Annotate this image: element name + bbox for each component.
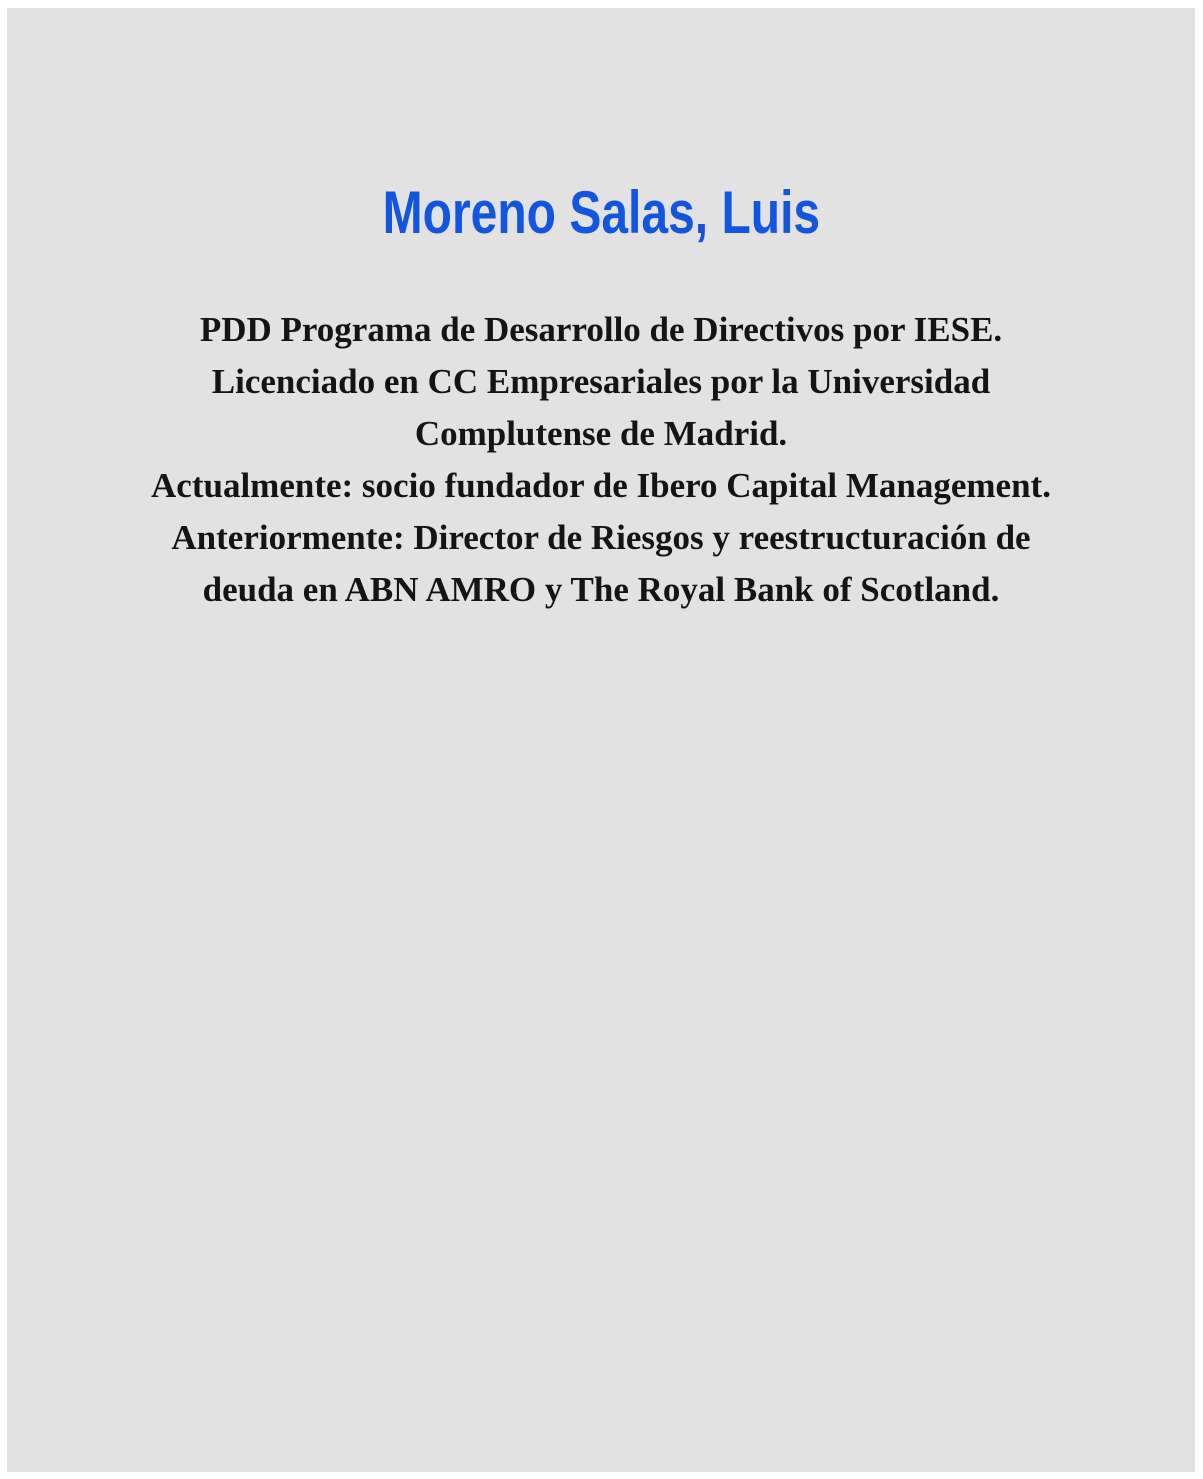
bio-line-1: PDD Programa de Desarrollo de Directivos por IESE.	[199, 310, 1003, 349]
page-title-text: Moreno Salas, Luis	[382, 179, 820, 246]
bio-text	[76, 304, 1126, 616]
bio-line-4: Actualmente: socio fundador de Ibero Capital Management.	[151, 466, 1051, 505]
page-title	[7, 8, 1195, 246]
bio-line-5: Anteriormente: Director de Riesgos y reestructuración de	[171, 518, 1031, 557]
bio-slide	[7, 8, 1195, 1472]
bio-line-2: Licenciado en CC Empresariales por la Universidad	[211, 362, 991, 401]
bio-line-3: Complutense de Madrid.	[414, 414, 788, 453]
bio-line-6: deuda en ABN AMRO y The Royal Bank of Scotland.	[202, 570, 1000, 609]
